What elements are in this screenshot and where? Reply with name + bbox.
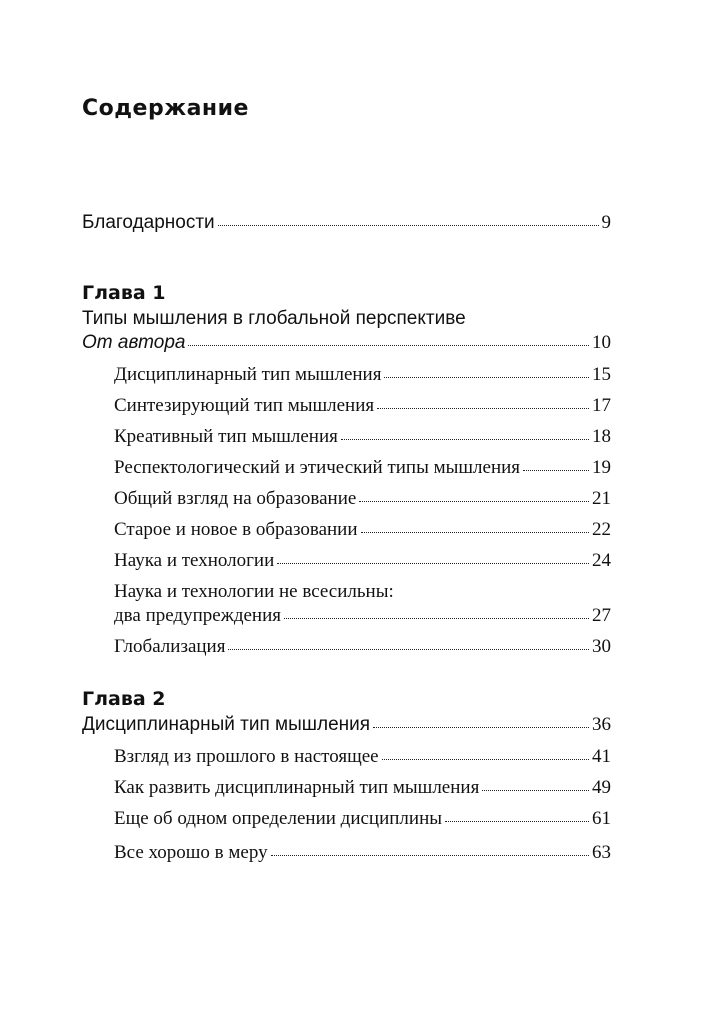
- dot-leader: [382, 759, 589, 760]
- toc-entry-title: два предупреждения: [114, 605, 281, 626]
- toc-page-number: 41: [592, 746, 611, 767]
- toc-entry-title: Респектологический и этический типы мышления: [114, 457, 521, 478]
- toc-page-number: 61: [592, 808, 611, 829]
- toc-entry: [114, 605, 611, 627]
- toc-entry-title: Все хорошо в меру: [114, 842, 268, 863]
- toc-page-number: 49: [592, 777, 611, 798]
- toc-page-number: 22: [592, 519, 611, 540]
- dot-leader: [228, 649, 589, 650]
- toc-page-number: 9: [601, 212, 611, 233]
- toc-entry: [82, 332, 611, 354]
- toc-entry-title: Благодарности: [82, 212, 215, 233]
- toc-page-number: 24: [592, 550, 611, 571]
- toc-page-number: 19: [592, 457, 611, 478]
- toc-page-number: 27: [592, 605, 611, 626]
- dot-leader: [384, 377, 589, 378]
- toc-entry: [114, 457, 611, 479]
- dot-leader: [284, 618, 589, 619]
- toc-entry: [114, 636, 611, 658]
- dot-leader: [277, 563, 589, 564]
- toc-page-number: 10: [592, 332, 611, 353]
- toc-entry-title: Креативный тип мышления: [114, 426, 338, 447]
- toc-entry: [114, 842, 611, 864]
- dot-leader: [523, 470, 589, 471]
- toc-entry: [114, 519, 611, 541]
- toc-entry: [114, 364, 611, 386]
- toc-entry-title: Взгляд из прошлого в настоящее: [114, 746, 379, 767]
- toc-entry: [114, 426, 611, 448]
- chapter-1-label: Глава 1: [82, 282, 166, 304]
- toc-entry-title: Общий взгляд на образование: [114, 488, 357, 509]
- page-title: Содержание: [82, 96, 249, 121]
- dot-leader: [377, 408, 589, 409]
- toc-entry-chapter-heading: [82, 714, 611, 736]
- chapter-1-subtitle: Типы мышления в глобальной перспективе: [82, 308, 466, 329]
- toc-entry-title: Глобализация: [114, 636, 226, 657]
- toc-entry: [114, 488, 611, 510]
- dot-leader: [271, 855, 589, 856]
- toc-entry: [114, 777, 611, 799]
- toc-entry: [114, 808, 611, 830]
- toc-entry-title: Старое и новое в образовании: [114, 519, 358, 540]
- toc-entry: [114, 550, 611, 572]
- toc-page-number: 15: [592, 364, 611, 385]
- toc-entry-title: Синтезирующий тип мышления: [114, 395, 375, 416]
- dot-leader: [373, 727, 589, 728]
- toc-entry: [114, 395, 611, 417]
- toc-entry-title: Еще об одном определении дисциплины: [114, 808, 443, 829]
- dot-leader: [218, 225, 599, 226]
- dot-leader: [359, 501, 589, 502]
- toc-entry-title: От автора: [82, 332, 186, 353]
- toc-page-number: 63: [592, 842, 611, 863]
- toc-entry-title: Дисциплинарный тип мышления: [114, 364, 382, 385]
- toc-entry-title: Дисциплинарный тип мышления: [82, 714, 371, 735]
- toc-page-number: 36: [592, 714, 611, 735]
- dot-leader: [341, 439, 589, 440]
- toc-entry: [114, 746, 611, 768]
- dot-leader: [445, 821, 589, 822]
- dot-leader: [188, 345, 589, 346]
- toc-page-number: 30: [592, 636, 611, 657]
- toc-entry-title: Наука и технологии: [114, 550, 275, 571]
- toc-page-number: 21: [592, 488, 611, 509]
- dot-leader: [482, 790, 589, 791]
- toc-entry-acknowledgements: [82, 212, 611, 234]
- toc-entry-title: Как развить дисциплинарный тип мышления: [114, 777, 480, 798]
- chapter-2-label: Глава 2: [82, 688, 166, 710]
- toc-entry-title-line1: Наука и технологии не всесильны:: [114, 581, 394, 602]
- dot-leader: [361, 532, 589, 533]
- toc-page-number: 17: [592, 395, 611, 416]
- toc-page-number: 18: [592, 426, 611, 447]
